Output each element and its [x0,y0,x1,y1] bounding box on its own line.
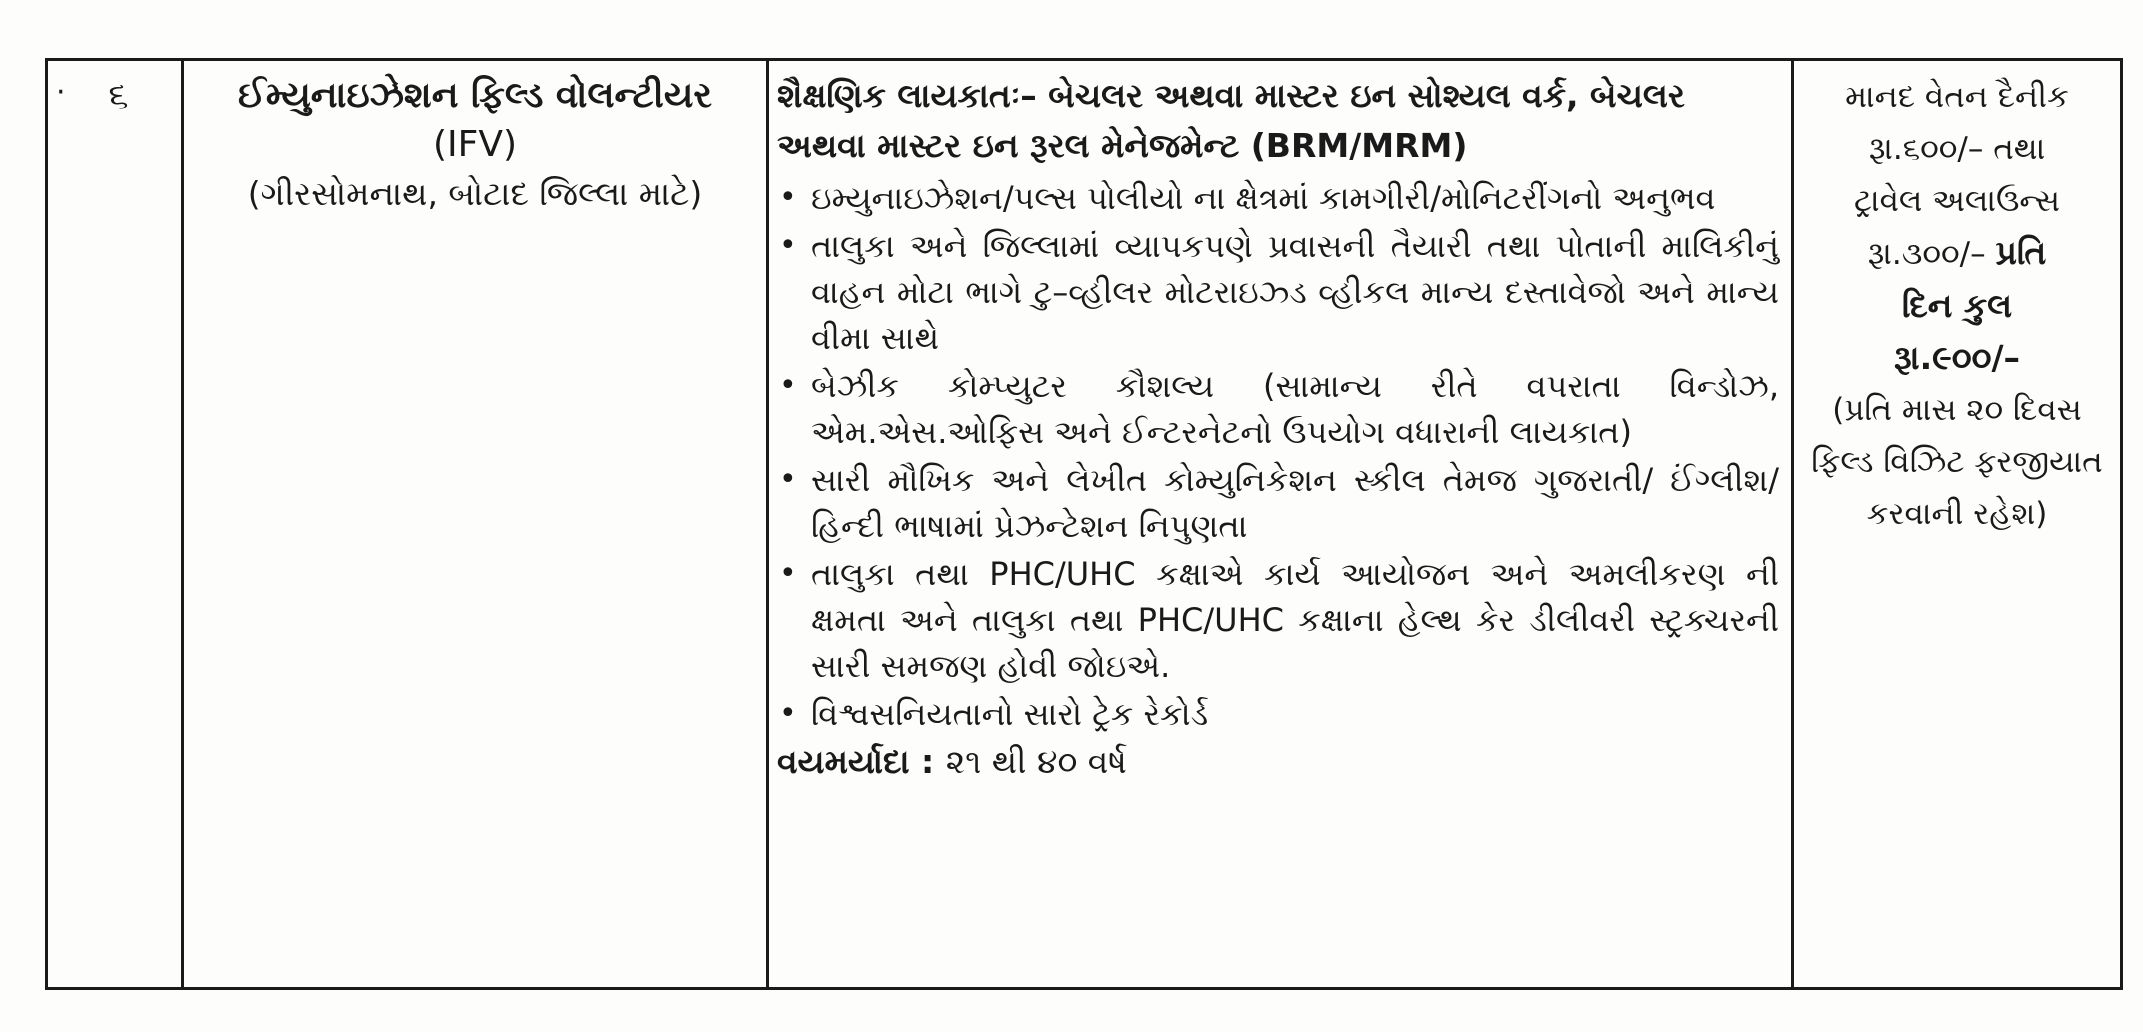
requirement-list [777,175,1779,737]
list-item [777,223,1779,361]
bullet-icon: • [779,180,797,215]
list-item [777,175,1779,221]
requirement-text: સારી મૌખિક અને લેખીત કોમ્યુનિકેશન સ્કીલ તેમજ ગુજરાતી/ ઈંગ્લીશ/હિન્દી ભાષામાં પ્રેઝન્ટેશન નિપુણતા [811,461,1779,545]
post-abbreviation: (IFV) [432,124,518,165]
row-mark: · [56,75,66,110]
pay-line: માનદ વેતન દૈનીક [1845,79,2069,115]
serial-cell [47,60,183,989]
requirement-text: તાલુકા અને જિલ્લામાં વ્યાપકપણે પ્રવાસની તૈયારી તથા પોતાની માલિકીનું વાહન મોટા ભાગે ટુ–વ્હીલર મોટરાઇઝ્ડ વ્હીકલ માન્ય દસ્તાવેજો અને માન્ય વીમા સાથે [811,227,1779,357]
bullet-icon: • [779,462,797,497]
requirement-text: બેઝીક કોમ્પ્યુટર કૌશલ્ય (સામાન્ય રીતે વપરાતા વિન્ડોઝ, એમ.એસ.ઓફિસ અને ઈન્ટરનેટનો ઉપયોગ વધારાની લાયકાત) [811,367,1779,451]
bullet-icon: • [779,368,797,403]
post-district: (ગીરસોમનાથ, બોટાદ જિલ્લા માટે) [247,174,703,213]
age-limit [777,739,1779,785]
list-item [777,551,1779,689]
pay-cell [1793,60,2122,989]
education-qualification: શૈક્ષણિક લાયકાતઃ– બેચલર અથવા માસ્ટર ઇન સોશ્યલ વર્ક, બેચલર અથવા માસ્ટર ઇન રૂરલ મેનેજમેન્ટ (BRM/MRM) [777,76,1685,165]
age-limit-label: વયમર્યાદા : [777,742,935,781]
list-item [777,363,1779,455]
pay-line [1802,227,2112,280]
pay-line: દિન કુલ [1901,286,2013,325]
serial-number: ૬ [108,75,129,116]
table-row [47,60,2122,989]
pay-note: (પ્રતિ માસ ૨૦ દિવસ ફિલ્ડ વિઝિટ ફરજીયાત કરવાની રહેશ) [1811,392,2103,532]
pay-line: ટ્રાવેલ અલાઉન્સ [1853,183,2061,219]
age-limit-value: ૨૧ થી ૪૦ વર્ષ [945,742,1127,781]
pay-emphasis: પ્રતિ [1995,233,2047,272]
post-name: ઈમ્યુનાઇઝેશન ફિલ્ડ વોલન્ટીયર [238,75,712,116]
pay-line: રૂા.૬૦૦/– તથા [1868,131,2046,167]
bullet-icon: • [779,696,797,731]
recruitment-table [45,58,2123,990]
post-cell [183,60,768,989]
requirement-text: ઇમ્યુનાઇઝેશન/પલ્સ પોલીયો ના ક્ષેત્રમાં કામગીરી/મોનિટરીંગનો અનુભવ [811,179,1716,217]
bullet-icon: • [779,556,797,591]
list-item [777,457,1779,549]
qualification-cell [768,60,1793,989]
requirement-text: તાલુકા તથા PHC/UHC કક્ષાએ કાર્ય આયોજન અને અમલીકરણ ની ક્ષમતા અને તાલુકા તથા PHC/UHC કક્ષાના હેલ્થ કેર ડીલીવરી સ્ટ્રક્ચરની સારી સમજણ હોવી જોઇએ. [811,555,1779,685]
list-item [777,691,1779,737]
total-pay: રૂા.૯૦૦/– [1894,338,2020,377]
bullet-icon: • [779,228,797,263]
travel-allowance-amount: રૂા.૩૦૦/– [1867,236,1986,272]
requirement-text: વિશ્વસનિયતાનો સારો ટ્રેક રેકોર્ડ [811,695,1209,733]
